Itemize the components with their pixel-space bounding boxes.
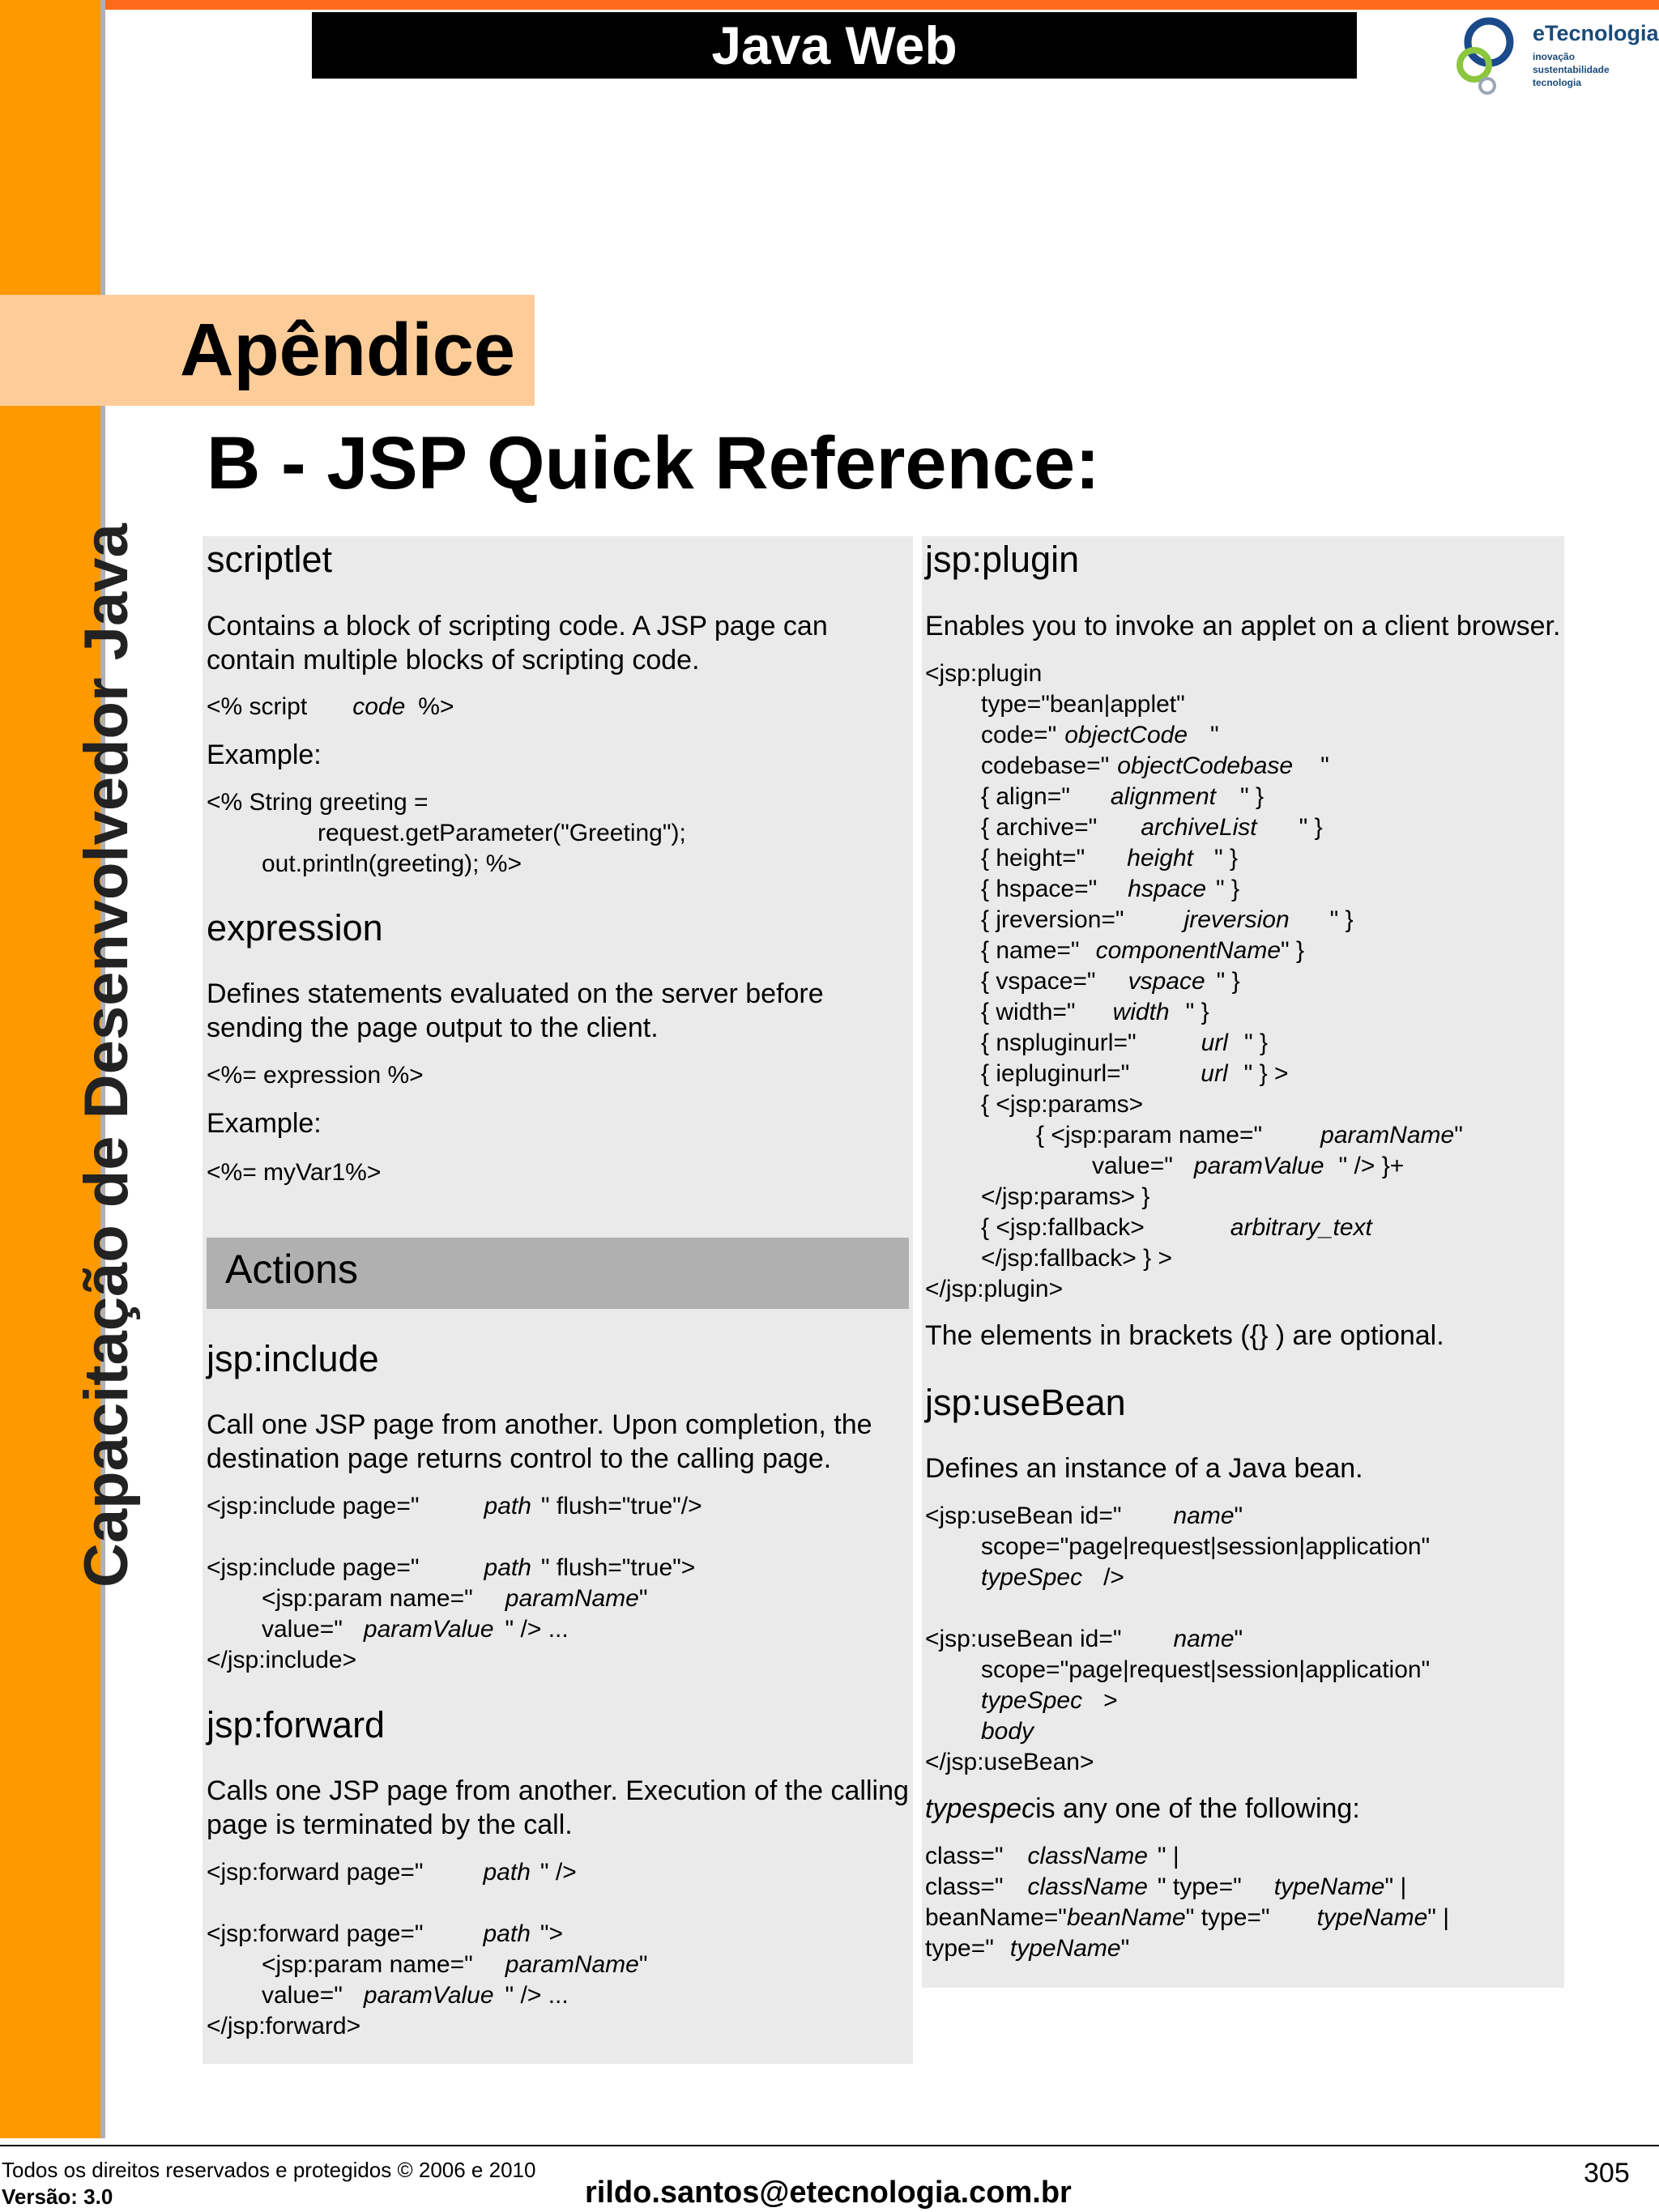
code-line: { name=" componentName" }: [981, 937, 1305, 964]
expression-syntax: <%= expression %>: [207, 1062, 424, 1089]
logo-brand: eTecnologia: [1533, 21, 1659, 45]
forward-heading: jsp:forward: [207, 1704, 386, 1745]
scriptlet-syntax: <% script code %>: [207, 693, 454, 720]
code-line: { width=" width " }: [981, 999, 1209, 1025]
code-line: { iepluginurl=" url " } >: [981, 1060, 1289, 1087]
code-line: </jsp:fallback> } >: [981, 1245, 1172, 1272]
code-line: scope="page|request|session|application": [981, 1656, 1431, 1683]
code-line: value=" paramValue " /> }+: [1092, 1153, 1405, 1179]
code-line: value=" paramValue " /> ...: [262, 1982, 569, 2009]
code-line: code=" objectCode ": [981, 722, 1219, 748]
logo-tagline: sustentabilidade: [1533, 64, 1610, 75]
code-line: </jsp:useBean>: [925, 1749, 1094, 1775]
logo-tagline: tecnologia: [1533, 77, 1582, 88]
scriptlet-desc: contain multiple blocks of scripting code.: [207, 645, 700, 676]
top-accent-bar: [0, 0, 1659, 10]
etecnologia-logo: [1450, 16, 1659, 97]
plugin-note: The elements in brackets ({} ) are optional.: [925, 1320, 1444, 1351]
code-line: </jsp:forward>: [207, 2013, 361, 2039]
forward-desc: Calls one JSP page from another. Execution of the calling: [207, 1775, 909, 1806]
code-line: class=" className " |: [925, 1843, 1179, 1869]
code-line: <jsp:include page=" path " flush="true">: [207, 1554, 696, 1581]
expression-heading: expression: [207, 907, 383, 948]
logo-rings-icon: [1450, 16, 1523, 97]
code-line: class=" className " type=" typeName" |: [925, 1873, 1407, 1900]
code-line: codebase=" objectCodebase ": [981, 752, 1329, 779]
code-line: { <jsp:param name=" paramName": [1036, 1122, 1463, 1149]
code-line: scope="page|request|session|application": [981, 1533, 1431, 1560]
include-desc: destination page returns control to the calling page.: [207, 1443, 832, 1474]
code-line: <jsp:useBean id=" name": [925, 1626, 1243, 1652]
include-heading: jsp:include: [207, 1338, 379, 1379]
typespec-intro: typespecis any one of the following:: [925, 1793, 1360, 1824]
expression-example: <%= myVar1%>: [207, 1159, 382, 1186]
code-line: </jsp:params> }: [981, 1183, 1150, 1210]
code-line: out.println(greeting); %>: [262, 850, 522, 877]
code-line: </jsp:include>: [207, 1647, 357, 1673]
plugin-desc: Enables you to invoke an applet on a client browser.: [925, 611, 1561, 641]
code-line: <jsp:param name=" paramName": [262, 1585, 648, 1612]
code-line: typeSpec >: [981, 1687, 1118, 1714]
include-desc: Call one JSP page from another. Upon completion, the: [207, 1409, 872, 1440]
code-line: <jsp:include page=" path " flush="true"/>: [207, 1493, 702, 1519]
code-line: { height=" height " }: [981, 845, 1239, 872]
code-line: { archive=" archiveList " }: [981, 814, 1323, 841]
footer-version: Versão: 3.0: [2, 2184, 113, 2209]
code-line: <jsp:plugin: [925, 660, 1043, 687]
code-line: <% String greeting =: [207, 789, 429, 816]
code-line: <jsp:useBean id=" name": [925, 1502, 1243, 1529]
code-line: { hspace=" hspace " }: [981, 876, 1240, 902]
code-line: <jsp:forward page=" path ">: [207, 1920, 564, 1947]
code-line: { vspace=" vspace " }: [981, 968, 1240, 995]
scriptlet-desc: Contains a block of scripting code. A JSP page can: [207, 611, 828, 641]
page-number: 305: [1584, 2158, 1630, 2189]
actions-heading: Actions: [225, 1247, 358, 1292]
plugin-heading: jsp:plugin: [925, 539, 1080, 580]
forward-desc: page is terminated by the call.: [207, 1809, 573, 1840]
usebean-heading: jsp:useBean: [925, 1382, 1126, 1423]
usebean-desc: Defines an instance of a Java bean.: [925, 1453, 1363, 1484]
code-line: body: [981, 1718, 1034, 1745]
logo-tagline: inovação: [1533, 51, 1576, 62]
code-line: typeSpec />: [981, 1564, 1124, 1591]
code-line: beanName="beanName" type=" typeName" |: [925, 1904, 1450, 1931]
sidebar-title: Capacitação de Desenvolvedor Java: [72, 523, 141, 1588]
expression-example-label: Example:: [207, 1108, 322, 1139]
header-title: Java Web: [312, 12, 1357, 79]
code-line: <jsp:forward page=" path " />: [207, 1859, 577, 1886]
code-line: { align=" alignment " }: [981, 783, 1265, 810]
footer-copyright: Todos os direitos reservados e protegidos © 2006 e 2010: [2, 2158, 536, 2182]
code-line: { nspluginurl=" url " }: [981, 1029, 1268, 1056]
footer-email: rildo.santos@etecnologia.com.br: [585, 2176, 1072, 2210]
code-line: <jsp:param name=" paramName": [262, 1951, 648, 1978]
footer-divider: [0, 2145, 1659, 2146]
expression-desc: Defines statements evaluated on the server before: [207, 978, 824, 1009]
code-line: value=" paramValue " /> ...: [262, 1616, 569, 1643]
section-label: Apêndice: [180, 309, 516, 391]
scriptlet-heading: scriptlet: [207, 539, 333, 580]
code-line: type=" typeName": [925, 1935, 1130, 1962]
code-line: { <jsp:fallback> arbitrary_text: [981, 1214, 1372, 1241]
code-line: </jsp:plugin>: [925, 1276, 1064, 1302]
scriptlet-example-label: Example:: [207, 739, 322, 770]
code-line: { jreversion=" jreversion " }: [981, 906, 1354, 933]
expression-desc: sending the page output to the client.: [207, 1012, 659, 1043]
code-line: { <jsp:params>: [981, 1091, 1144, 1118]
code-line: request.getParameter("Greeting");: [318, 820, 686, 846]
code-line: type="bean|applet": [981, 691, 1185, 718]
page-title: B - JSP Quick Reference:: [207, 422, 1100, 505]
